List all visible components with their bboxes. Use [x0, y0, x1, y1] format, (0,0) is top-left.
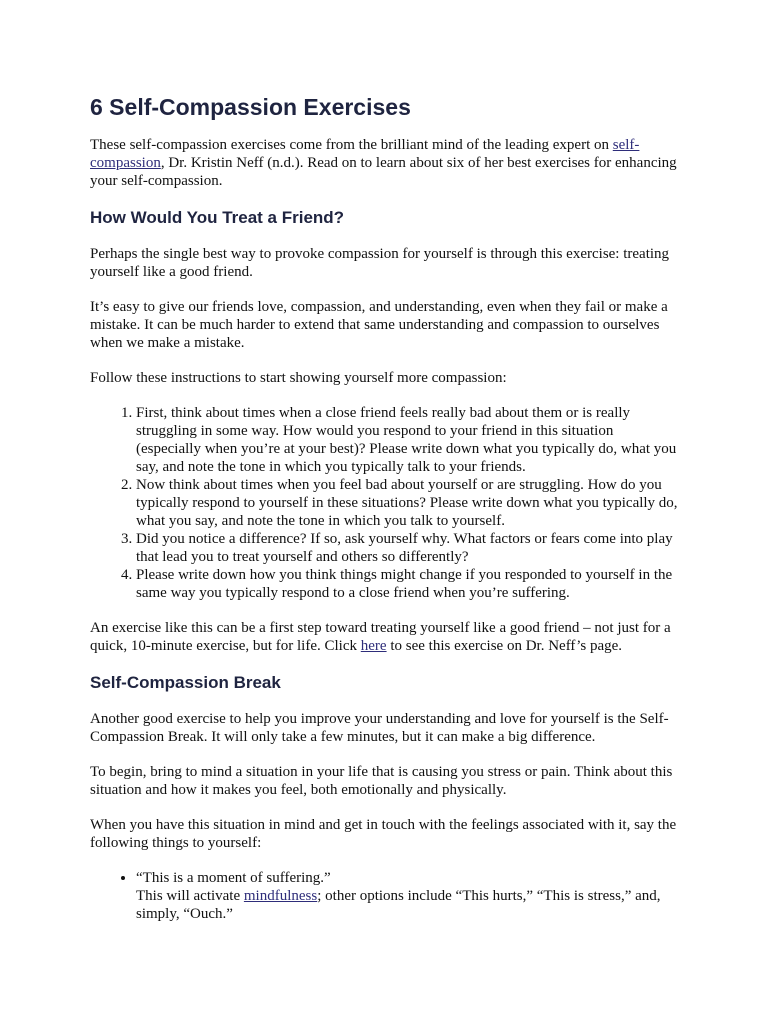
intro-text-before: These self-compassion exercises come from the brilliant mind of the leading expert on [90, 137, 613, 153]
instructions-list [90, 404, 682, 602]
bullet-quote: “This is a moment of suffering.” [136, 870, 331, 886]
list-item: 3. Did you notice a difference? If so, ask yourself why. What factors or fears come into play that lead you to treat yourself and others so differently? [136, 530, 682, 566]
section1-paragraph-2: It’s easy to give our friends love, compassion, and understanding, even when they fail or make a mistake. It can be much harder to extend that same understanding and compassion to ourselves when we make a mistake. [90, 299, 668, 351]
list-item: 2. Now think about times when you feel bad about yourself or are struggling. How do you typically respond to yourself in these situations? Please write down what you typically do, what you say, and note the tone in which you talk to yourself. [136, 476, 682, 530]
article-body [90, 92, 682, 940]
section1-paragraph-3: Follow these instructions to start showing yourself more compassion: [90, 370, 507, 386]
list-item: 1. First, think about times when a close friend feels really bad about them or is really struggling in some way. How would you respond to your friend in this situation (especially when you’re at your best)? Please write down what you typically do, what you say, and note the tone in which you typically talk to your friends. [136, 404, 682, 476]
closing-text-before: An exercise like this can be a first step toward treating yourself like a good friend – not just for a quick, 10-minute exercise, but for life. Click [90, 620, 671, 654]
list-item: 4. Please write down how you think things might change if you responded to yourself in the same way you typically respond to a close friend when you’re suffering. [136, 566, 682, 602]
intro-text-after: , Dr. Kristin Neff (n.d.). Read on to learn about six of her best exercises for enhancing your self-compassion. [90, 155, 677, 189]
section2-paragraph-2: To begin, bring to mind a situation in your life that is causing you stress or pain. Think about this situation and how it makes you feel, both emotionally and physically. [90, 764, 673, 798]
bullet-text-before: This will activate [136, 888, 244, 904]
mindfulness-link[interactable]: mindfulness [243, 888, 318, 904]
section-heading-treat-a-friend: How Would You Treat a Friend? [90, 208, 345, 227]
section2-paragraph-1: Another good exercise to help you improve your understanding and love for yourself is the Self-Compassion Break. It will only take a few minutes, but it can make a big difference. [90, 711, 669, 745]
phrases-list [90, 869, 682, 923]
closing-text-after: to see this exercise on Dr. Neff’s page. [386, 638, 623, 654]
bullet-text-after: ; other options include “This hurts,” “This is stress,” and, simply, “Ouch.” [136, 888, 661, 922]
here-link[interactable]: here [360, 638, 387, 654]
section1-paragraph-1: Perhaps the single best way to provoke compassion for yourself is through this exercise: treating yourself like a good friend. [90, 246, 670, 280]
self-compassion-link[interactable]: self-compassion [90, 137, 640, 171]
section2-paragraph-3: When you have this situation in mind and get in touch with the feelings associated with it, say the following things to yourself: [90, 817, 677, 851]
section-heading-self-compassion-break: Self-Compassion Break [90, 673, 281, 692]
section1-closing-paragraph [90, 619, 682, 655]
list-item [136, 869, 682, 923]
intro-paragraph [90, 136, 682, 190]
page-title: 6 Self-Compassion Exercises [90, 94, 411, 120]
